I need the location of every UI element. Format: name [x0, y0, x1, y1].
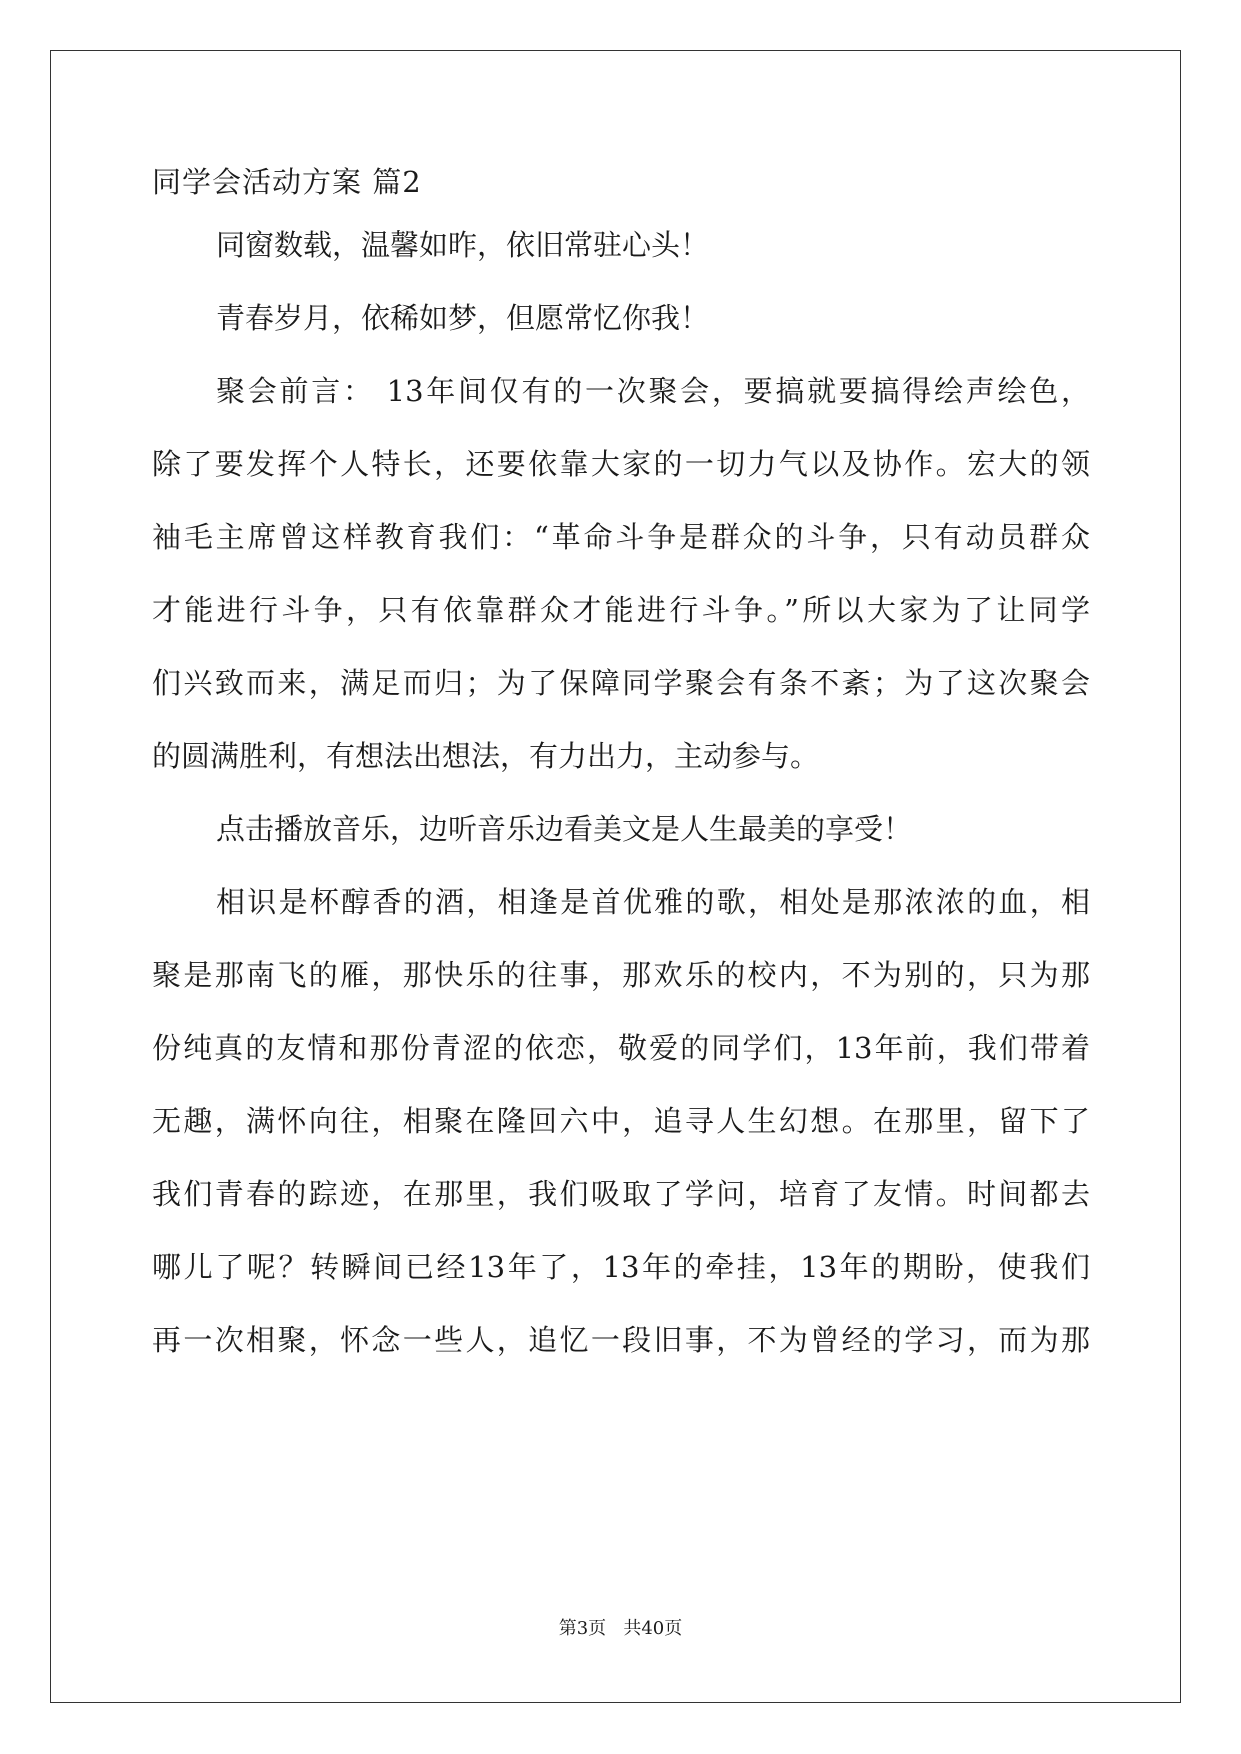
- paragraph-line-4: 除了要发挥个人特长，还要依靠大家的一切力气以及协作。宏大的领: [152, 447, 1090, 481]
- paragraph-line-14: 我们青春的踪迹，在那里，我们吸取了学问，培育了友情。时间都去: [152, 1177, 1090, 1211]
- paragraph-line-3: 聚会前言： 13年间仅有的一次聚会，要搞就要搞得绘声绘色，: [216, 374, 1090, 408]
- paragraph-line-1: 同窗数载，温馨如昨，依旧常驻心头！: [216, 228, 710, 262]
- paragraph-line-9: 点击播放音乐，边听音乐边看美文是人生最美的享受！: [216, 812, 913, 846]
- paragraph-line-16: 再一次相聚，怀念一些人，追忆一段旧事，不为曾经的学习，而为那: [152, 1323, 1090, 1357]
- paragraph-line-2: 青春岁月，依稀如梦，但愿常忆你我！: [216, 301, 710, 335]
- paragraph-line-12: 份纯真的友情和那份青涩的依恋，敬爱的同学们，13年前，我们带着: [152, 1031, 1090, 1065]
- page-number-footer: 第3页 共40页: [558, 1618, 683, 1639]
- paragraph-line-11: 聚是那南飞的雁，那快乐的往事，那欢乐的校内，不为别的，只为那: [152, 958, 1090, 992]
- paragraph-line-6: 才能进行斗争，只有依靠群众才能进行斗争。”所以大家为了让同学: [152, 593, 1090, 627]
- section-heading: 同学会活动方案 篇2: [152, 165, 422, 199]
- paragraph-line-15: 哪儿了呢？转瞬间已经13年了，13年的牵挂，13年的期盼，使我们: [152, 1250, 1090, 1284]
- paragraph-line-10: 相识是杯醇香的酒，相逢是首优雅的歌，相处是那浓浓的血，相: [216, 885, 1090, 919]
- paragraph-line-13: 无趣，满怀向往，相聚在隆回六中，追寻人生幻想。在那里，留下了: [152, 1104, 1090, 1138]
- paragraph-line-7: 们兴致而来，满足而归；为了保障同学聚会有条不紊；为了这次聚会: [152, 666, 1090, 700]
- page-border: [50, 50, 1181, 1703]
- paragraph-line-5: 袖毛主席曾这样教育我们：“革命斗争是群众的斗争，只有动员群众: [152, 520, 1090, 554]
- paragraph-line-8: 的圆满胜利，有想法出想法，有力出力，主动参与。: [152, 739, 820, 773]
